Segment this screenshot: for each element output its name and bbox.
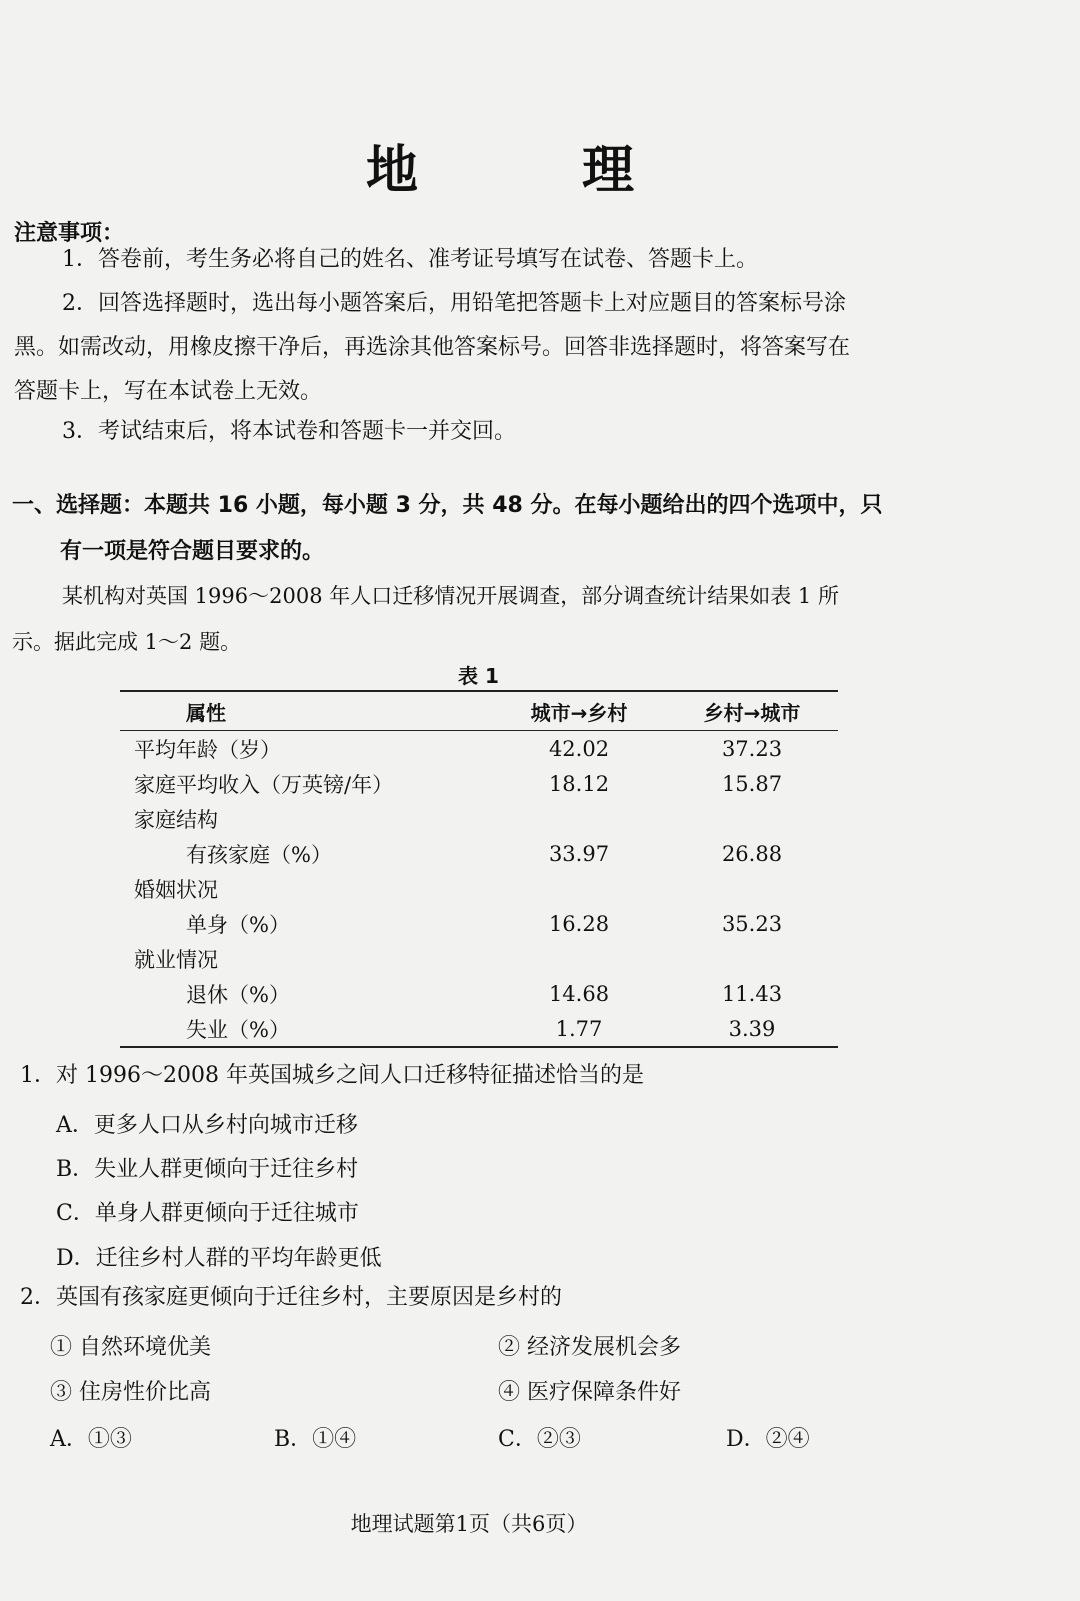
table-row-label: 家庭结构 [134,807,218,832]
table-caption: 表 1 [458,664,499,688]
table-cell: 18.12 [548,771,610,796]
table-cell: 16.28 [548,911,610,936]
table-header-urban-to-rural: 城市→乡村 [530,700,628,725]
notice-line-5: 3．考试结束后，将本试卷和答题卡一并交回。 [62,419,516,444]
table-header-row [120,692,838,731]
table-cell: 37.23 [721,736,783,761]
table-cell: 35.23 [721,911,783,936]
notice-line-1: 1．答卷前，考生务必将自己的姓名、准考证号填写在试卷、答题卡上。 [62,247,758,272]
question-1-option-a: A．更多人口从乡村向城市迁移 [56,1113,358,1138]
notice-line-4: 答题卡上，写在本试卷上无效。 [14,379,323,404]
question-1-option-b: B．失业人群更倾向于迁往乡村 [56,1157,359,1182]
table-row-label: 单身（%） [186,912,290,937]
question-2-option-a: A．①③ [50,1427,132,1452]
table-cell: 33.97 [548,841,610,866]
intro-line-1: 某机构对英国 1996～2008 年人口迁移情况开展调查，部分调查统计结果如表 1 所 [62,584,839,608]
question-2-option-c: C．②③ [498,1427,581,1452]
question-2-item-2: ② 经济发展机会多 [498,1335,681,1360]
question-2-item-1: ① 自然环境优美 [50,1335,211,1360]
table-row-label: 退休（%） [186,982,290,1007]
table-row-label: 家庭平均收入（万英镑/年） [134,772,394,797]
table-row-label: 有孩家庭（%） [186,842,332,867]
intro-line-2: 示。据此完成 1～2 题。 [12,630,242,654]
section-heading-line-2: 有一项是符合题目要求的。 [60,539,325,564]
table-row-label: 失业（%） [186,1017,290,1042]
table-cell: 11.43 [721,981,783,1006]
table-row [120,976,838,1011]
table-row-label: 婚姻状况 [134,877,218,902]
section-heading-line-1: 一、选择题：本题共 16 小题，每小题 3 分，共 48 分。在每小题给出的四个选项中，只 [12,493,883,518]
table-cell: 42.02 [548,736,610,761]
question-1-stem: 1．对 1996～2008 年英国城乡之间人口迁移特征描述恰当的是 [20,1063,644,1088]
table-row [120,801,838,836]
notice-line-3: 黑。如需改动，用橡皮擦干净后，再选涂其他答案标号。回答非选择题时，将答案写在 [14,335,851,360]
question-2-option-d: D．②④ [726,1427,810,1452]
table-row [120,906,838,941]
question-2-item-4: ④ 医疗保障条件好 [498,1380,681,1405]
table-row-label: 就业情况 [134,947,218,972]
table-cell: 1.77 [555,1016,603,1041]
question-2-item-3: ③ 住房性价比高 [50,1380,211,1405]
table-cell: 14.68 [548,981,610,1006]
notice-line-2: 2．回答选择题时，选出每小题答案后，用铅笔把答题卡上对应题目的答案标号涂 [62,291,846,316]
table-cell: 3.39 [728,1016,776,1041]
table-header-attr: 属性 [186,700,226,725]
page-title: 地 理 [365,141,690,201]
question-2-stem: 2．英国有孩家庭更倾向于迁往乡村，主要原因是乡村的 [20,1285,562,1310]
data-table [120,690,838,1048]
table-row [120,766,838,801]
table-row [120,731,838,766]
table-header-rural-to-urban: 乡村→城市 [703,700,801,725]
table-row-label: 平均年龄（岁） [134,737,281,762]
page-footer: 地理试题第1页（共6页） [350,1512,588,1536]
table-row [120,1011,838,1046]
notice-heading: 注意事项： [14,221,125,246]
question-1-option-c: C．单身人群更倾向于迁往城市 [56,1201,359,1226]
table-row [120,871,838,906]
question-2-option-b: B．①④ [274,1427,357,1452]
table-row [120,836,838,871]
question-1-option-d: D．迁往乡村人群的平均年龄更低 [56,1246,382,1271]
table-cell: 15.87 [721,771,783,796]
table-row [120,941,838,976]
table-cell: 26.88 [721,841,783,866]
